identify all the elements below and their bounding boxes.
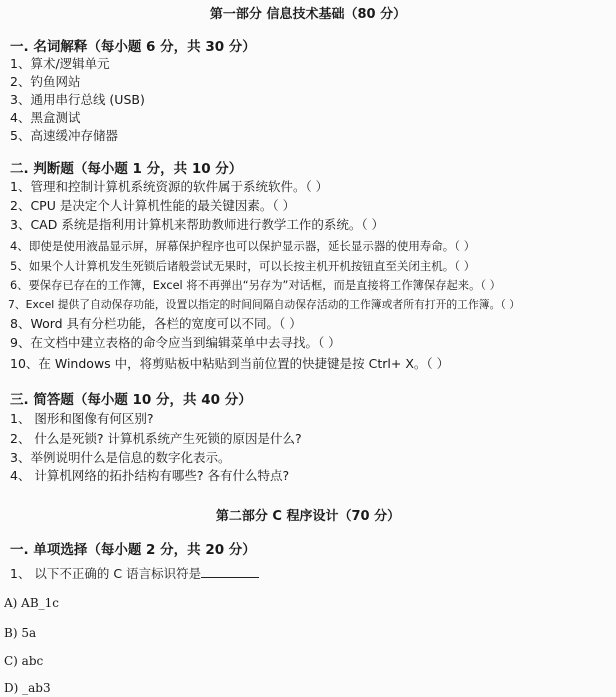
list-item: 7、Excel 提供了自动保存功能，设置以指定的时间间隔自动保存活动的工作簿或者所有打开的工作簿。（ ） — [8, 298, 520, 311]
list-item: 4、 计算机网络的拓扑结构有哪些? 各有什么特点? — [10, 468, 290, 483]
section1-heading: 一. 名词解释（每小题 6 分，共 30 分） — [10, 39, 256, 55]
list-item: 1、管理和控制计算机系统资源的软件属于系统软件。（ ） — [10, 179, 329, 194]
list-item: 3、CAD 系统是指利用计算机来帮助教师进行教学工作的系统。（ ） — [10, 217, 385, 232]
option: A) AB_1c — [4, 596, 60, 610]
list-item: 3、举例说明什么是信息的数字化表示。 — [10, 450, 231, 465]
list-item: 1、 图形和图像有何区别? — [10, 411, 154, 426]
option: D) _ab3 — [4, 681, 51, 695]
option: B) 5a — [4, 626, 37, 640]
answer-blank — [201, 565, 259, 578]
list-item: 5、高速缓冲存储器 — [10, 128, 118, 143]
option: C) abc — [4, 654, 44, 668]
list-item: 4、黑盒测试 — [10, 110, 81, 125]
list-item: 8、Word 具有分栏功能，各栏的宽度可以不同。（ ） — [10, 316, 302, 331]
question — [10, 565, 616, 583]
list-item: 3、通用串行总线 (USB) — [10, 92, 145, 107]
list-item: 5、如果个人计算机发生死锁后诸般尝试无果时，可以长按主机开机按钮直至关闭主机。（ ） — [10, 259, 476, 273]
section-choice-heading: 一. 单项选择（每小题 2 分，共 20 分） — [10, 542, 256, 558]
question-text: 1、 以下不正确的 C 语言标识符是 — [10, 566, 202, 581]
list-item: 9、在文档中建立表格的命令应当到编辑菜单中去寻找。（ ） — [10, 335, 341, 350]
list-item: 1、算术/逻辑单元 — [10, 56, 110, 71]
section3-heading: 三. 简答题（每小题 10 分，共 40 分） — [10, 392, 252, 408]
part1-title: 第一部分 信息技术基础（80 分） — [209, 7, 407, 22]
list-item: 2、 什么是死锁? 计算机系统产生死锁的原因是什么? — [10, 431, 302, 446]
list-item: 2、钓鱼网站 — [10, 74, 81, 89]
section2-heading: 二. 判断题（每小题 1 分，共 10 分） — [10, 161, 243, 177]
list-item: 2、CPU 是决定个人计算机性能的最关键因素。（ ） — [10, 198, 296, 213]
list-item: 6、要保存已存在的工作簿，Excel 将不再弹出“另存为”对话框，而是直接将工作簿保存起来。（ ） — [10, 279, 501, 292]
list-item: 10、在 Windows 中，将剪贴板中粘贴到当前位置的快捷键是按 Ctrl+ X。（ ） — [10, 356, 450, 371]
part2-title: 第二部分 C 程序设计（70 分） — [215, 509, 401, 524]
list-item: 4、即使是使用液晶显示屏，屏幕保护程序也可以保护显示器，延长显示器的使用寿命。（ ） — [10, 239, 476, 253]
